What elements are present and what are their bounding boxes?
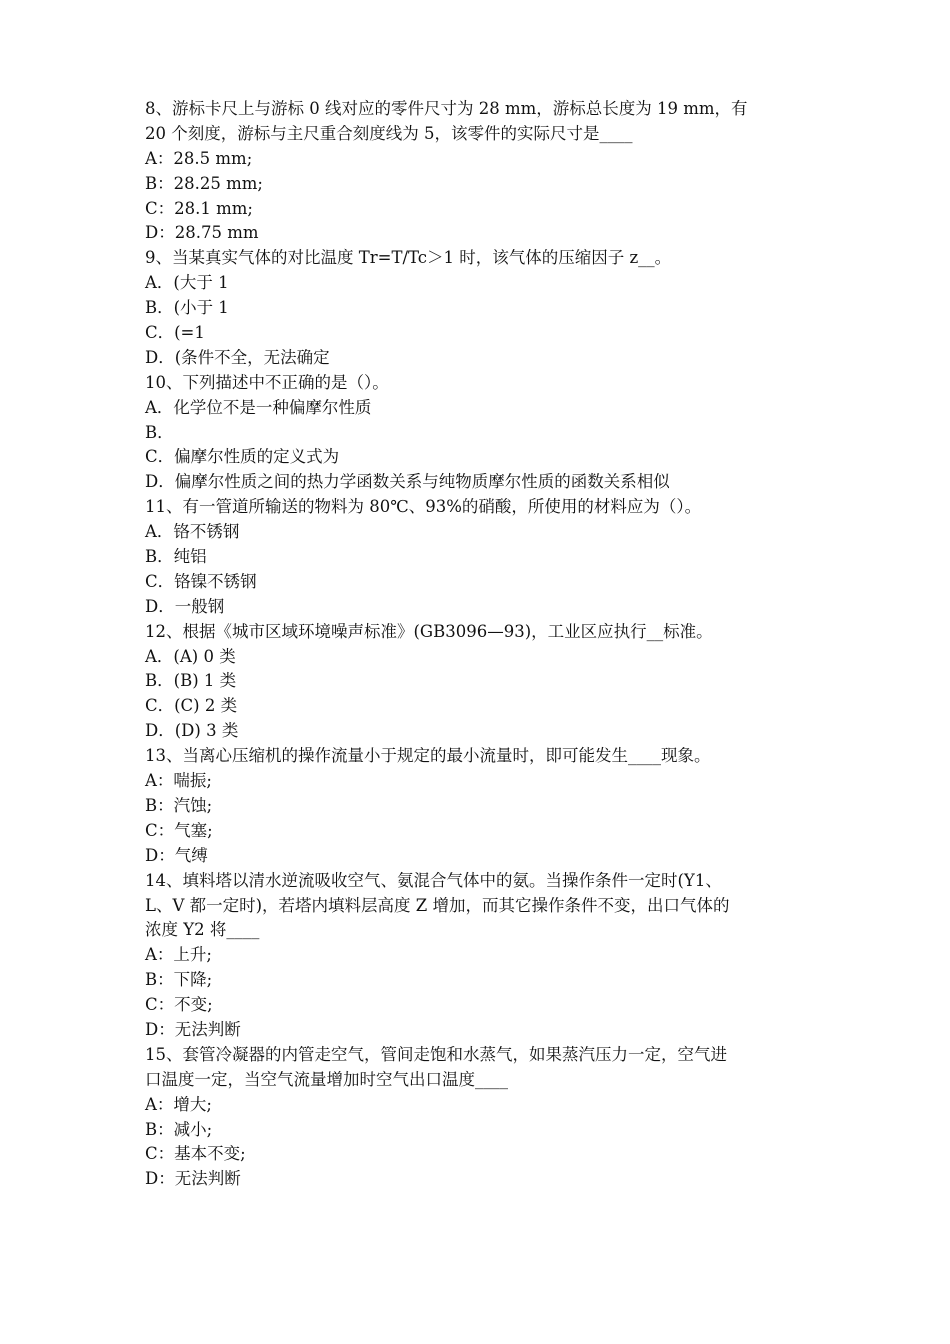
option-c: C：28.1 mm; xyxy=(145,198,253,218)
option-d: D：无法判断 xyxy=(145,1019,241,1039)
option-b: B． xyxy=(145,422,174,442)
option-b: B．(小于 1 xyxy=(145,298,229,318)
option-a: A：28.5 mm; xyxy=(145,148,253,168)
question-list xyxy=(145,97,817,1192)
option-c: C：气塞; xyxy=(145,820,213,840)
question-stem: 9、当某真实气体的对比温度 Tr=T/Tc＞1 时，该气体的压缩因子 z__。 xyxy=(145,248,672,268)
question-13 xyxy=(145,744,817,868)
question-8 xyxy=(145,97,817,246)
option-d: D．(D) 3 类 xyxy=(145,721,239,741)
option-b: B．纯铝 xyxy=(145,547,207,567)
option-d: D：28.75 mm xyxy=(145,223,259,243)
option-c: C：不变; xyxy=(145,995,213,1015)
option-a: A：增大; xyxy=(145,1094,212,1114)
question-stem: 15、套管冷凝器的内管走空气，管间走饱和水蒸气，如果蒸汽压力一定，空气进 xyxy=(145,1044,727,1064)
question-10 xyxy=(145,371,817,495)
question-11 xyxy=(145,495,817,619)
question-stem: 20 个刻度，游标与主尺重合刻度线为 5，该零件的实际尺寸是____ xyxy=(145,123,633,143)
option-b: B：减小; xyxy=(145,1119,213,1139)
question-15 xyxy=(145,1043,817,1192)
question-stem: 14、填料塔以清水逆流吸收空气、氨混合气体中的氨。当操作条件一定时(Y1、 xyxy=(145,870,722,890)
question-12 xyxy=(145,620,817,744)
option-d: D：气缚 xyxy=(145,845,208,865)
option-d: D：无法判断 xyxy=(145,1169,241,1189)
option-c: C：基本不变; xyxy=(145,1144,246,1164)
option-b: B：28.25 mm; xyxy=(145,173,263,193)
option-a: A．铬不锈钢 xyxy=(145,522,240,542)
option-d: D．(条件不全，无法确定 xyxy=(145,347,330,367)
question-9 xyxy=(145,246,817,370)
question-stem: 8、游标卡尺上与游标 0 线对应的零件尺寸为 28 mm，游标总长度为 19 mm，有 xyxy=(145,99,748,118)
option-a: A：上升; xyxy=(145,945,212,965)
option-a: A．化学位不是一种偏摩尔性质 xyxy=(145,397,372,417)
option-c: C．偏摩尔性质的定义式为 xyxy=(145,447,340,467)
question-stem: L、V 都一定时)，若塔内填料层高度 Z 增加，而其它操作条件不变，出口气体的 xyxy=(145,895,730,915)
question-14 xyxy=(145,869,817,1043)
question-stem: 12、根据《城市区域环境噪声标准》(GB3096—93)，工业区应执行__标准。 xyxy=(145,621,713,641)
option-a: A：喘振; xyxy=(145,771,212,791)
option-a: A．(大于 1 xyxy=(145,273,229,293)
option-a: A．(A) 0 类 xyxy=(145,646,236,666)
option-d: D．一般钢 xyxy=(145,596,225,616)
question-stem: 11、有一管道所输送的物料为 80℃、93%的硝酸，所使用的材料应为（）。 xyxy=(145,497,702,517)
option-b: B．(B) 1 类 xyxy=(145,671,237,691)
question-stem: 浓度 Y2 将____ xyxy=(145,920,260,940)
question-stem: 口温度一定，当空气流量增加时空气出口温度____ xyxy=(145,1069,508,1089)
option-c: C．(C) 2 类 xyxy=(145,696,238,716)
option-d: D．偏摩尔性质之间的热力学函数关系与纯物质摩尔性质的函数关系相似 xyxy=(145,472,670,492)
question-stem: 10、下列描述中不正确的是（）。 xyxy=(145,372,389,392)
option-c: C．铬镍不锈钢 xyxy=(145,571,257,591)
option-b: B：下降; xyxy=(145,970,213,990)
option-c: C．(=1 xyxy=(145,323,205,343)
option-b: B：汽蚀; xyxy=(145,795,213,815)
question-stem: 13、当离心压缩机的操作流量小于规定的最小流量时，即可能发生____现象。 xyxy=(145,746,711,766)
